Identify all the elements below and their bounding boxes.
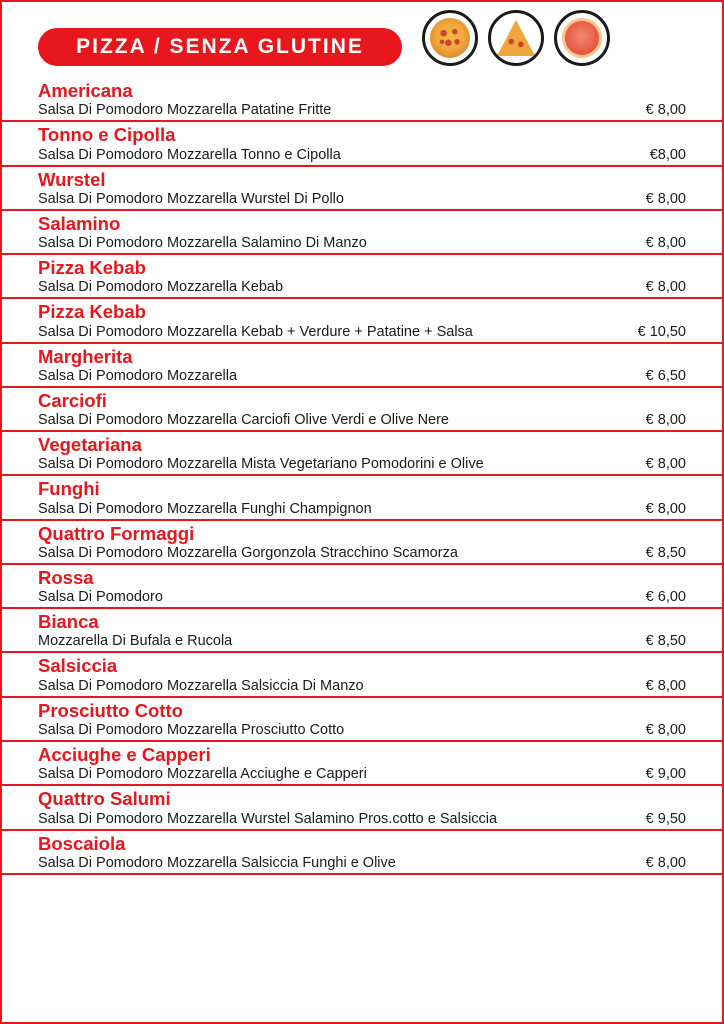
menu-item-price: € 6,00 — [645, 589, 686, 606]
menu-item-description: Salsa Di Pomodoro Mozzarella Patatine Fritte — [38, 102, 332, 119]
page-title: PIZZA / SENZA GLUTINE — [76, 35, 364, 58]
menu-item-name: Salsiccia — [38, 655, 118, 677]
menu-item — [2, 299, 722, 343]
menu-item-name: Wurstel — [38, 168, 106, 190]
menu-item — [2, 344, 722, 388]
menu-item-price: € 8,00 — [645, 102, 686, 119]
menu-item — [2, 122, 722, 166]
menu-item-description: Salsa Di Pomodoro Mozzarella Wurstel Salamino Pros.cotto e Salsiccia — [38, 810, 498, 827]
menu-item-row — [2, 412, 722, 432]
menu-item — [2, 388, 722, 432]
menu-item-row — [2, 501, 722, 521]
menu-item — [2, 742, 722, 786]
menu-item-price: € 10,50 — [637, 323, 686, 340]
menu-item-description: Salsa Di Pomodoro Mozzarella Kebab — [38, 279, 284, 296]
menu-item-row — [2, 766, 722, 786]
menu-item — [2, 609, 722, 653]
menu-item-row — [2, 102, 722, 122]
menu-item-price: € 8,00 — [645, 235, 686, 252]
menu-item-price: € 8,00 — [645, 412, 686, 429]
menu-item-row — [2, 368, 722, 388]
menu-item-row — [2, 456, 722, 476]
menu-item-description: Salsa Di Pomodoro Mozzarella Kebab + Verdure + Patatine + Salsa — [38, 323, 473, 340]
menu-item-name: Tonno e Cipolla — [38, 124, 176, 146]
menu-item-name: Pizza Kebab — [38, 301, 146, 323]
pizza-whole-icon — [422, 10, 478, 66]
menu-item-description: Salsa Di Pomodoro Mozzarella Prosciutto Cotto — [38, 721, 345, 738]
menu-item-name: Margherita — [38, 345, 133, 367]
menu-item-description: Salsa Di Pomodoro — [38, 589, 163, 606]
header-icon-group — [422, 10, 610, 66]
menu-item-name: Carciofi — [38, 389, 107, 411]
menu-item-row — [2, 811, 722, 831]
menu-item — [2, 831, 722, 875]
menu-item-description: Salsa Di Pomodoro Mozzarella Salsiccia Funghi e Olive — [38, 854, 396, 871]
menu-item — [2, 432, 722, 476]
menu-item-description: Salsa Di Pomodoro Mozzarella — [38, 367, 238, 384]
menu-item-description: Salsa Di Pomodoro Mozzarella Tonno e Cipolla — [38, 146, 341, 163]
menu-item-name: Acciughe e Capperi — [38, 743, 211, 765]
menu-item-name: Quattro Salumi — [38, 788, 171, 810]
menu-item-description: Mozzarella Di Bufala e Rucola — [38, 633, 233, 650]
menu-item-price: € 8,00 — [645, 279, 686, 296]
menu-item-name: Boscaiola — [38, 832, 126, 854]
menu-item-row — [2, 324, 722, 344]
menu-item-price: € 8,00 — [645, 677, 686, 694]
menu-item — [2, 476, 722, 520]
menu-item-name: Quattro Formaggi — [38, 522, 195, 544]
menu-item-price: € 8,00 — [645, 456, 686, 473]
menu-item — [2, 698, 722, 742]
menu-item-price: €8,00 — [649, 146, 686, 163]
menu-item — [2, 255, 722, 299]
menu-item — [2, 786, 722, 830]
menu-item-description: Salsa Di Pomodoro Mozzarella Carciofi Olive Verdi e Olive Nere — [38, 412, 449, 429]
menu-item-row — [2, 722, 722, 742]
menu-item-description: Salsa Di Pomodoro Mozzarella Salsiccia Di Manzo — [38, 677, 364, 694]
menu-item — [2, 565, 722, 609]
menu-item-description: Salsa Di Pomodoro Mozzarella Wurstel Di Pollo — [38, 190, 344, 207]
menu-item — [2, 521, 722, 565]
menu-item-price: € 8,50 — [645, 633, 686, 650]
pizza-slice-icon — [488, 10, 544, 66]
menu-item — [2, 211, 722, 255]
menu-item — [2, 653, 722, 697]
menu-item-name: Prosciutto Cotto — [38, 699, 183, 721]
menu-item-description: Salsa Di Pomodoro Mozzarella Funghi Champignon — [38, 500, 372, 517]
menu-item-row — [2, 279, 722, 299]
menu-item-description: Salsa Di Pomodoro Mozzarella Mista Vegetariano Pomodorini e Olive — [38, 456, 484, 473]
menu-item-row — [2, 589, 722, 609]
menu-item-row — [2, 235, 722, 255]
menu-item-name: Rossa — [38, 566, 94, 588]
menu-item-name: Vegetariana — [38, 434, 142, 456]
menu-item-price: € 8,00 — [645, 854, 686, 871]
menu-item-price: € 8,00 — [645, 190, 686, 207]
menu-header — [2, 2, 722, 78]
menu-item-name: Bianca — [38, 611, 99, 633]
menu-item-name: Pizza Kebab — [38, 257, 146, 279]
menu-item-price: € 9,50 — [645, 810, 686, 827]
menu-item-row — [2, 147, 722, 167]
menu-item-name: Americana — [38, 80, 133, 101]
menu-item-description: Salsa Di Pomodoro Mozzarella Salamino Di Manzo — [38, 235, 367, 252]
menu-item-price: € 8,00 — [645, 721, 686, 738]
menu-item-name: Salamino — [38, 212, 121, 234]
menu-item-price: € 8,50 — [645, 544, 686, 561]
menu-item-price: € 6,50 — [645, 367, 686, 384]
menu-item-row — [2, 545, 722, 565]
pizza-red-icon — [554, 10, 610, 66]
menu-item-row — [2, 678, 722, 698]
menu-item-price: € 9,00 — [645, 766, 686, 783]
menu-item-description: Salsa Di Pomodoro Mozzarella Acciughe e Capperi — [38, 766, 367, 783]
menu-item-row — [2, 633, 722, 653]
menu-item-row — [2, 855, 722, 875]
menu-item-name: Funghi — [38, 478, 100, 500]
menu-list — [2, 78, 722, 875]
menu-item-row — [2, 191, 722, 211]
menu-item — [2, 78, 722, 122]
menu-item — [2, 167, 722, 211]
menu-item-price: € 8,00 — [645, 500, 686, 517]
menu-item-description: Salsa Di Pomodoro Mozzarella Gorgonzola Stracchino Scamorza — [38, 544, 458, 561]
menu-title-banner — [38, 28, 402, 66]
